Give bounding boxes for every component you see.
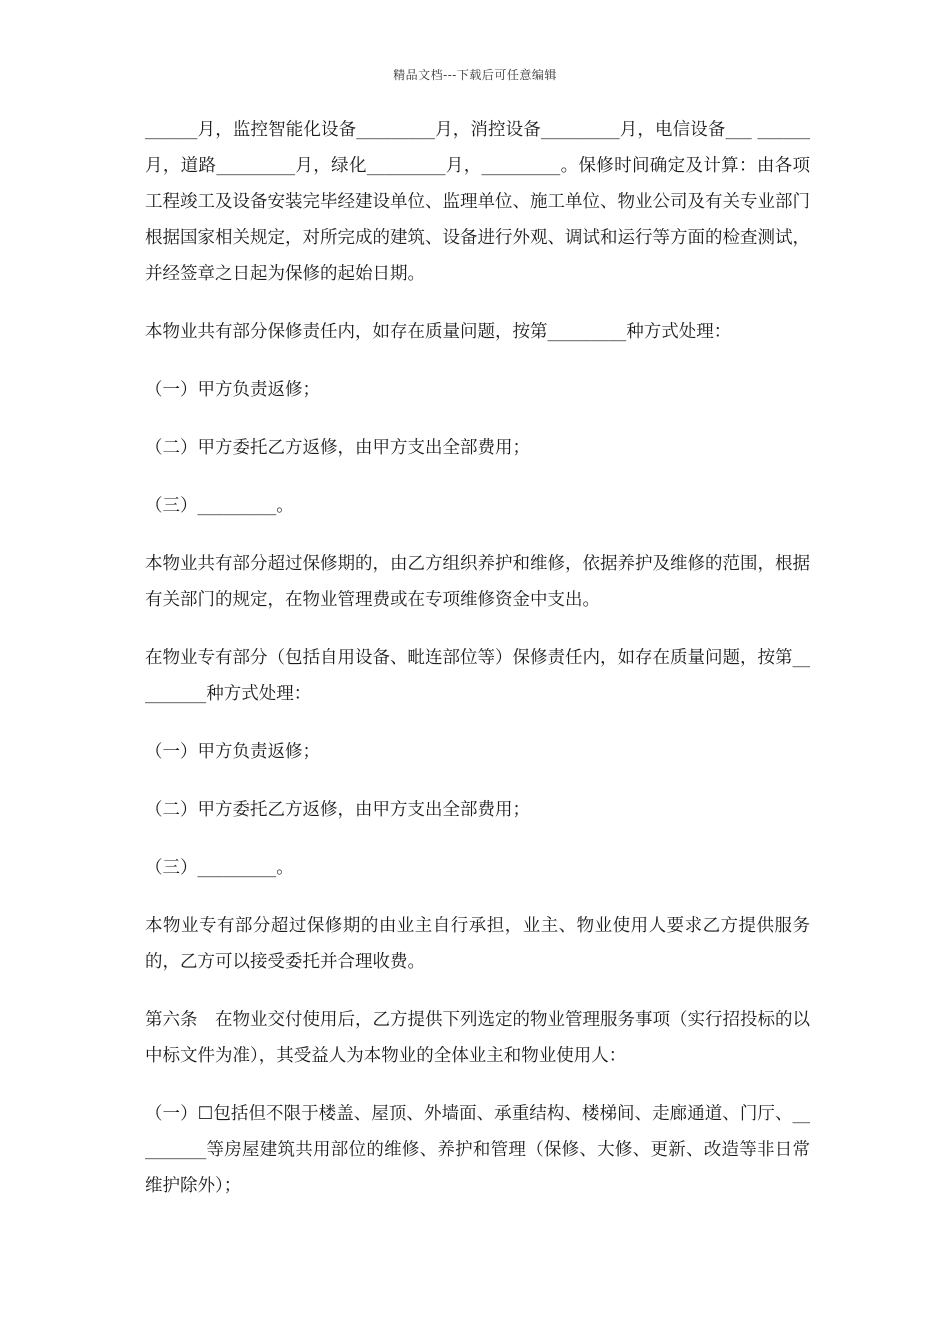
- page-header: 精品文档---下载后可任意编辑: [393, 68, 557, 82]
- paragraph-article-six: 第六条 在物业交付使用后，乙方提供下列选定的物业管理服务事项（实行招投标的以中标文件为准），其受益人为本物业的全体业主和物业使用人：: [145, 1010, 810, 1066]
- paragraph-private-expired: 本物业专有部分超过保修期的由业主自行承担，业主、物业使用人要求乙方提供服务的，乙方可以接受委托并合理收费。: [145, 916, 810, 972]
- list-item-common-1: （一）甲方负责返修；: [145, 380, 320, 400]
- paragraph-common-warranty: 本物业共有部分保修责任内，如存在质量问题，按第_________种方式处理：: [145, 322, 732, 342]
- list-item-private-1: （一）甲方负责返修；: [145, 742, 320, 762]
- list-item-private-2: （二）甲方委托乙方返修，由甲方支出全部费用；: [145, 800, 530, 820]
- list-item-services-1: （一）☐包括但不限于楼盖、屋顶、外墙面、承重结构、楼梯间、走廊通道、门厅、_________等房屋建筑共用部位的维修、养护和管理（保修、大修、更新、改造等非日常维护除外）；: [145, 1104, 810, 1196]
- list-item-common-3: （三）_________。: [145, 496, 294, 516]
- paragraph-warranty-periods: ______月，监控智能化设备_________月，消控设备_________月，电信设备___ ______月，道路_________月，绿化_________月，_________。保修时间确定及计算：由各项工程竣工及设备安装完毕经建设单位、监理单位、施工单位、物业公司及有关专业部门根据国家相关规定，对所完成的建筑、设备进行外观、调试和运行等方面的检查测试，并经签章之日起为保修的起始日期。: [145, 120, 810, 284]
- list-item-private-3: （三）_________。: [145, 858, 294, 878]
- paragraph-common-expired: 本物业共有部分超过保修期的，由乙方组织养护和维修，依据养护及维修的范围，根据有关部门的规定，在物业管理费或在专项维修资金中支出。: [145, 554, 810, 610]
- document-body: [145, 112, 810, 1226]
- list-item-common-2: （二）甲方委托乙方返修，由甲方支出全部费用；: [145, 438, 530, 458]
- paragraph-private-warranty: 在物业专有部分（包括自用设备、毗连部位等）保修责任内，如存在质量问题，按第_________种方式处理：: [145, 648, 810, 704]
